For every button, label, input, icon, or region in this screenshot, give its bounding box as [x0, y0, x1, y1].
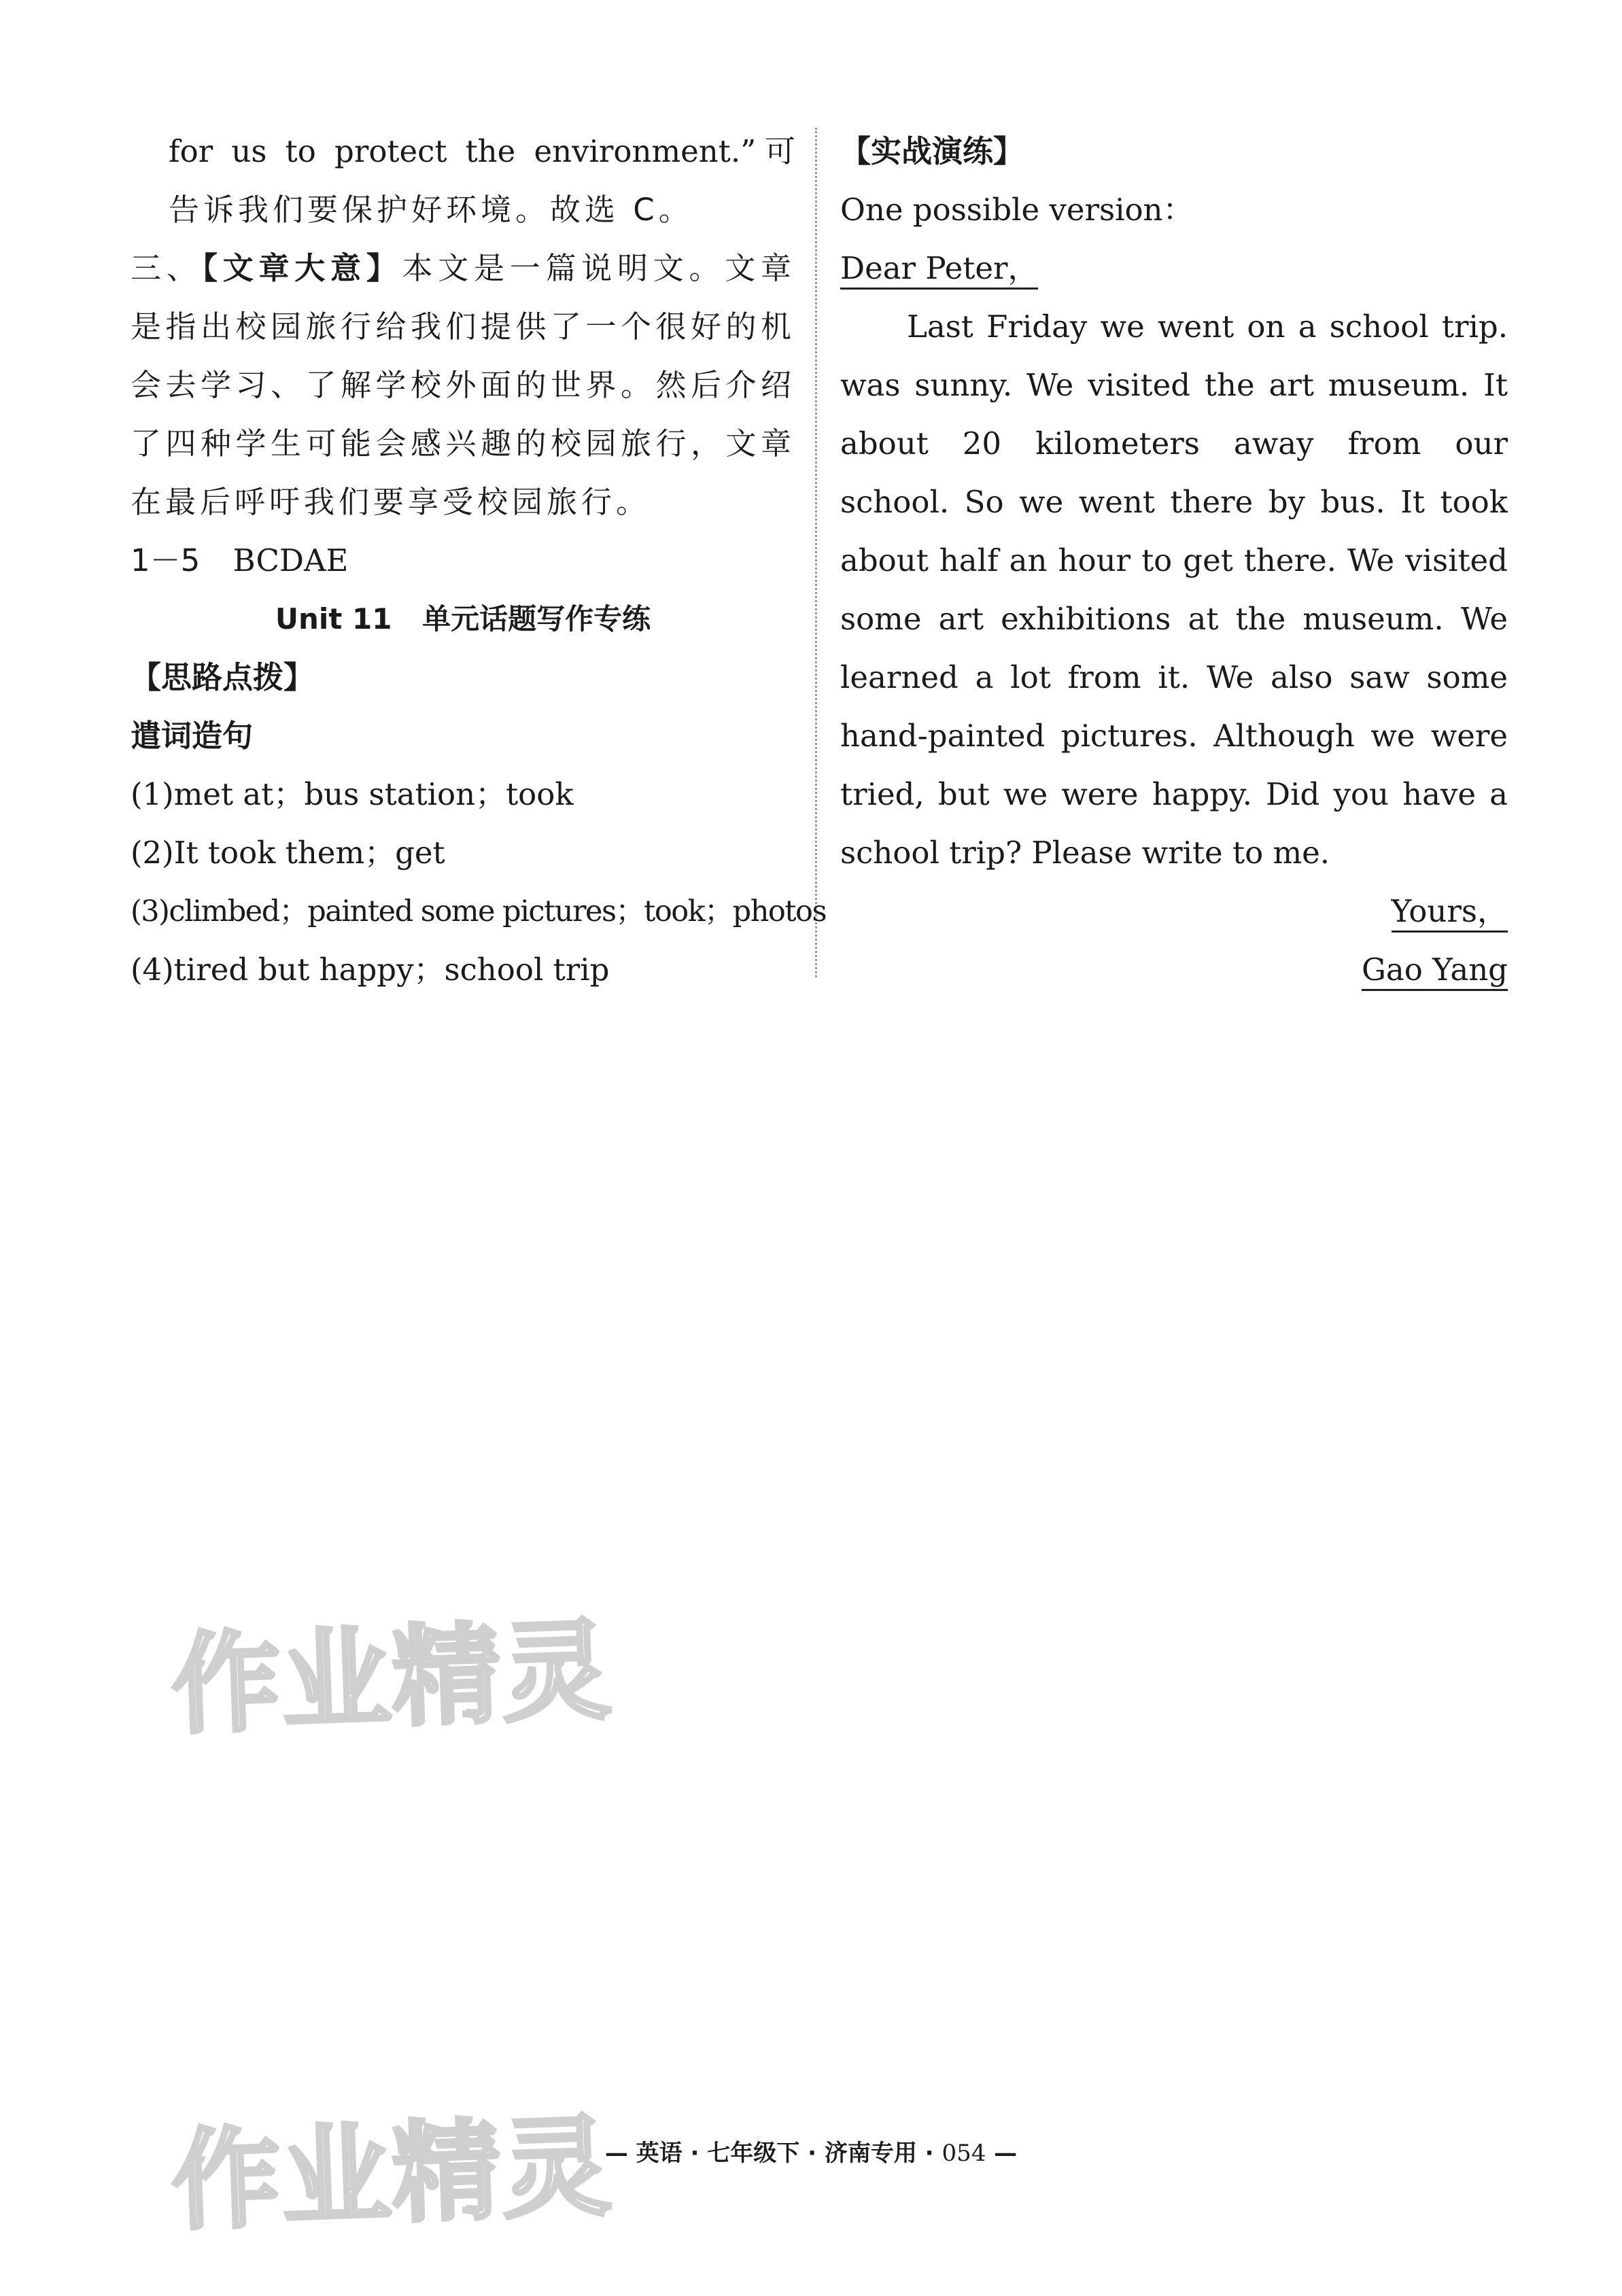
version-label: One possible version： [840, 192, 1194, 228]
summary-text: 本文是一篇说明文。文章 [402, 250, 795, 286]
words-heading: 遣词造句 [131, 718, 254, 754]
section-number: 三、 [131, 250, 203, 286]
unit-subtitle: 单元话题写作专练 [422, 602, 651, 636]
answer-item-4: (4)tired but happy；school trip [131, 952, 610, 988]
answers-value: BCDAE [232, 542, 349, 578]
summary-line-4: 了四种学生可能会感兴趣的校园旅行，文章 [131, 425, 795, 462]
letter-closing [840, 882, 1508, 941]
signature-text: Gao Yang [1362, 952, 1508, 991]
practice-heading: 【实战演练】 [840, 133, 1024, 169]
footer-suffix: — [986, 2140, 1018, 2167]
letter-line-2: was sunny. We visited the art museum. It [840, 367, 1508, 403]
summary-line-5: 在最后呼吁我们要享受校园旅行。 [131, 484, 651, 520]
answer-explanation-line-2: 告诉我们要保护好环境。故选 C。 [169, 192, 693, 228]
summary-line-1 [131, 239, 795, 298]
page-number: 054 [942, 2140, 986, 2167]
answers-range: 1－5 [131, 542, 201, 578]
answers-line [131, 532, 795, 590]
answer-item-3: (3)climbed；painted some pictures；took；photos [131, 894, 827, 928]
watermark-logo-footer: 作业精灵 [169, 2102, 615, 2246]
letter-line-1: Last Friday we went on a school trip. [907, 309, 1508, 345]
footer-prefix: — [604, 2140, 636, 2167]
letter-line-3: about 20 kilometers away from our [840, 425, 1508, 462]
letter-signature [840, 941, 1508, 999]
answer-explanation-line-1: for us to protect the environment.”可 [169, 133, 795, 169]
left-column [131, 122, 827, 999]
tips-heading: 【思路点拨】 [131, 659, 315, 695]
letter-line-7: learned a lot from it. We also saw some [840, 659, 1508, 695]
column-divider [815, 128, 817, 977]
footer-text: 英语 · 七年级下 · 济南专用 · [636, 2140, 942, 2167]
unit-title-line [131, 590, 795, 648]
summary-line-3: 会去学习、了解学校外面的世界。然后介绍 [131, 367, 795, 403]
summary-line-2: 是指出校园旅行给我们提供了一个很好的机 [131, 309, 795, 345]
letter-line-5: about half an hour to get there. We visited [840, 542, 1508, 578]
summary-tag: 【文章大意】 [202, 250, 402, 286]
letter-line-6: some art exhibitions at the museum. We [840, 601, 1508, 637]
closing-text: Yours， [1392, 893, 1508, 933]
letter-line-4: school. So we went there by bus. It took [840, 484, 1508, 520]
greeting-text: Dear Peter， [840, 250, 1038, 290]
page-footer [0, 2134, 1622, 2168]
watermark-logo: 作业精灵 [169, 1606, 615, 1750]
answer-item-2: (2)It took them；get [131, 835, 445, 871]
letter-line-9: tried, but we were happy. Did you have a [840, 776, 1508, 812]
letter-line-10: school trip? Please write to me. [840, 835, 1330, 871]
right-column [840, 122, 1508, 999]
unit-title: Unit 11 [275, 602, 392, 636]
answer-item-1: (1)met at；bus station；took [131, 776, 574, 812]
letter-greeting [840, 239, 1508, 298]
letter-line-8: hand-painted pictures. Although we were [840, 718, 1508, 754]
